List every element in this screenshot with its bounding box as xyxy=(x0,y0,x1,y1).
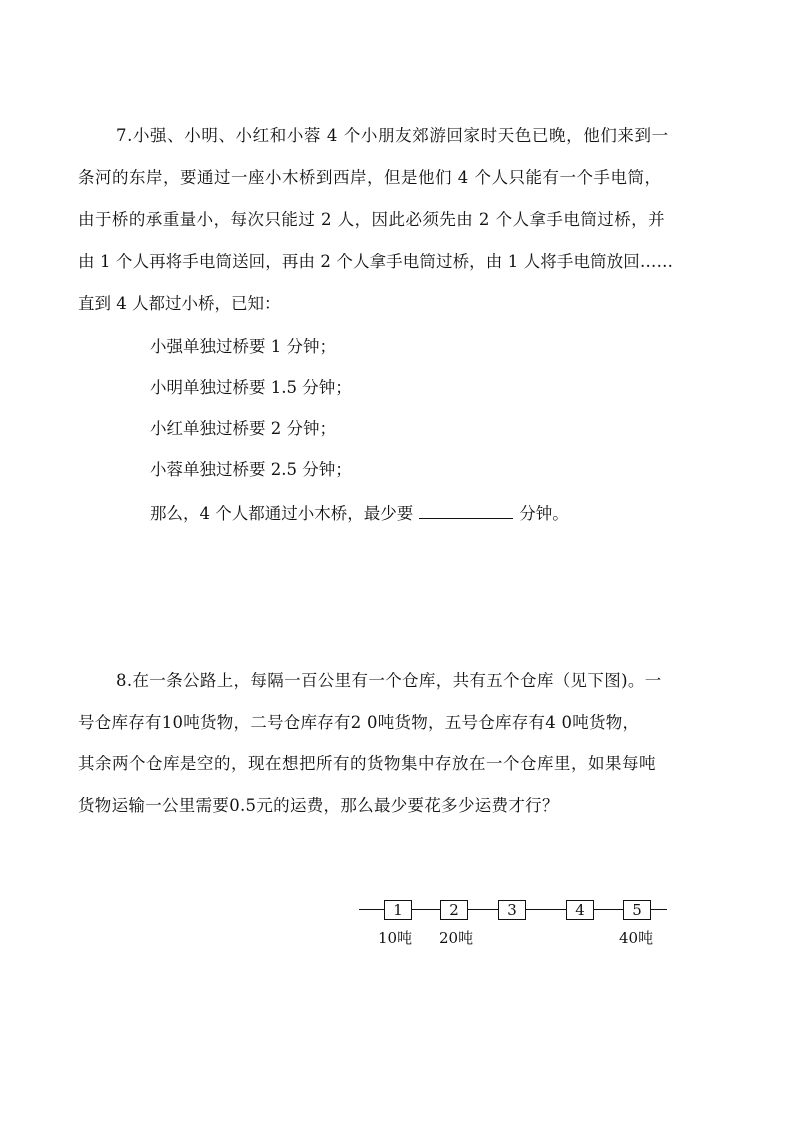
warehouse-diagram xyxy=(355,894,675,954)
condition-xiaoming: 小明单独过桥要 1.5 分钟； xyxy=(150,378,352,397)
problem7-line-2: 条河的东岸，要通过一座小木桥到西岸，但是他们 4 个人只能有一个手电筒， xyxy=(78,168,662,187)
question-text-before: 那么，4 个人都通过小木桥，最少要 xyxy=(150,504,414,523)
condition-xiaorong: 小蓉单独过桥要 2.5 分钟； xyxy=(150,460,352,479)
warehouse-3: 3 xyxy=(498,900,526,920)
problem7-line-4: 由 1 个人再将手电筒送回，再由 2 个人拿手电筒过桥，由 1 人将手电筒放回…… xyxy=(78,252,674,271)
problem7-line-5: 直到 4 人都过小桥，已知： xyxy=(78,294,281,313)
problem8-line-2: 号仓库存有10吨货物，二号仓库存有2 0吨货物，五号仓库存有4 0吨货物， xyxy=(78,713,640,732)
answer-blank[interactable] xyxy=(419,504,513,519)
quantity-label-warehouse-5: 40吨 xyxy=(619,929,654,947)
problem7-line-1: 7.小强、小明、小红和小蓉 4 个小朋友郊游回家时天色已晚，他们来到一 xyxy=(116,126,669,145)
problem8-line-4: 货物运输一公里需要0.5元的运费，那么最少要花多少运费才行？ xyxy=(78,796,559,815)
question-text-after: 分钟。 xyxy=(519,504,569,523)
problem8-line-3: 其余两个仓库是空的，现在想把所有的货物集中存放在一个仓库里，如果每吨 xyxy=(78,754,656,773)
quantity-label-warehouse-2: 20吨 xyxy=(439,929,474,947)
quantity-label-warehouse-1: 10吨 xyxy=(378,929,413,947)
condition-xiaoqiang: 小强单独过桥要 1 分钟； xyxy=(150,337,336,356)
problem7-question xyxy=(150,504,569,523)
warehouse-5: 5 xyxy=(623,900,651,920)
condition-xiaohong: 小红单独过桥要 2 分钟； xyxy=(150,419,336,438)
problem7-line-3: 由于桥的承重量小，每次只能过 2 人，因此必须先由 2 个人拿手电筒过桥，并 xyxy=(78,210,666,229)
warehouse-2: 2 xyxy=(440,900,468,920)
problem8-line-1: 8.在一条公路上，每隔一百公里有一个仓库，共有五个仓库（见下图)。一 xyxy=(116,671,662,690)
warehouse-4: 4 xyxy=(566,900,594,920)
warehouse-1: 1 xyxy=(384,900,412,920)
